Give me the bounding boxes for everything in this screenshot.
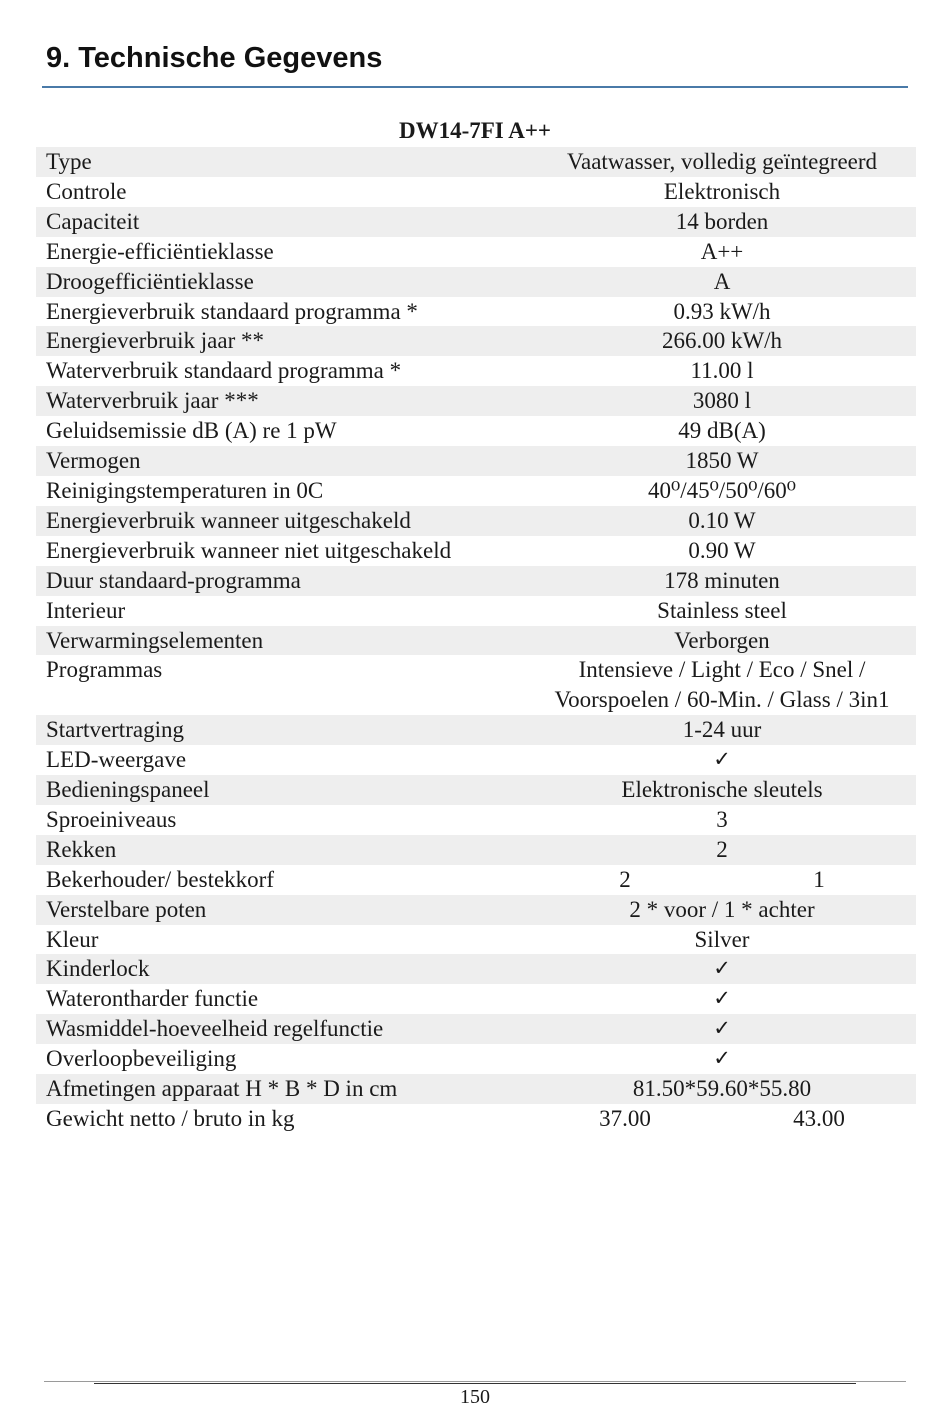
page-number: 150 bbox=[460, 1386, 490, 1408]
spec-row bbox=[36, 715, 916, 745]
spec-value: A++ bbox=[700, 238, 744, 264]
spec-row bbox=[36, 147, 916, 177]
spec-row bbox=[36, 925, 916, 955]
spec-row bbox=[36, 416, 916, 446]
spec-value: 2 bbox=[528, 835, 916, 865]
spec-row bbox=[36, 1074, 916, 1104]
spec-value: Silver bbox=[694, 926, 750, 952]
spec-row bbox=[36, 446, 916, 476]
spec-row bbox=[36, 865, 916, 895]
model-title: DW14-7FI A++ bbox=[398, 118, 552, 143]
spec-label: Energieverbruik wanneer uitgeschakeld bbox=[36, 506, 528, 536]
spec-value: 1850 W bbox=[528, 446, 916, 476]
spec-value: 37.00 bbox=[599, 1106, 651, 1131]
spec-row bbox=[36, 775, 916, 805]
spec-row bbox=[36, 895, 916, 925]
spec-value: Intensieve / Light / Eco / Snel / Voorspoelen / 60-Min. / Glass / 3in1 bbox=[554, 657, 890, 713]
spec-value: 81.50*59.60*55.80 bbox=[528, 1074, 916, 1104]
spec-row bbox=[36, 1044, 916, 1074]
spec-row bbox=[36, 177, 916, 207]
spec-row bbox=[36, 536, 916, 566]
spec-label: Wasmiddel-hoeveelheid regelfunctie bbox=[36, 1014, 528, 1044]
spec-value: 3 bbox=[716, 806, 728, 832]
spec-label: Energie-efficiëntieklasse bbox=[46, 238, 274, 264]
spec-label: Startvertraging bbox=[36, 715, 528, 745]
spec-value-pair bbox=[528, 865, 916, 895]
spec-value-pair-container bbox=[528, 865, 916, 895]
spec-value: 0.90 W bbox=[688, 537, 756, 563]
spec-label: Geluidsemissie dB (A) re 1 pW bbox=[46, 418, 337, 444]
spec-value: Verborgen bbox=[528, 626, 916, 656]
spec-row bbox=[36, 267, 916, 297]
spec-table bbox=[36, 147, 916, 1134]
spec-label: Kinderlock bbox=[36, 954, 528, 984]
spec-value: 1 bbox=[813, 866, 825, 892]
spec-row bbox=[36, 626, 916, 656]
checkmark-icon: ✓ bbox=[713, 986, 731, 1011]
spec-value: 43.00 bbox=[793, 1106, 845, 1131]
spec-value-pair bbox=[528, 1104, 916, 1134]
spec-label: Programmas bbox=[46, 657, 163, 683]
spec-label: Overloopbeveiliging bbox=[46, 1046, 237, 1072]
footer-divider-inner bbox=[94, 1383, 856, 1384]
spec-row bbox=[36, 476, 916, 506]
spec-row bbox=[36, 835, 916, 865]
spec-row bbox=[36, 954, 916, 984]
spec-value: 11.00 l bbox=[690, 358, 754, 384]
spec-row bbox=[36, 1014, 916, 1044]
spec-table-body bbox=[36, 147, 916, 1134]
checkmark-icon: ✓ bbox=[713, 1046, 731, 1071]
footer-divider bbox=[44, 1381, 906, 1382]
spec-label: Bekerhouder/ bestekkorf bbox=[46, 866, 275, 892]
spec-row bbox=[36, 655, 916, 715]
spec-label: Waterverbruik jaar *** bbox=[36, 386, 528, 416]
spec-label: Vermogen bbox=[36, 446, 528, 476]
spec-label: Bedieningspaneel bbox=[36, 775, 528, 805]
spec-row bbox=[36, 237, 916, 267]
spec-label: Droogefficiëntieklasse bbox=[36, 267, 528, 297]
spec-label: Kleur bbox=[46, 926, 99, 952]
heading-divider bbox=[42, 86, 908, 88]
spec-label: Verstelbare poten bbox=[36, 895, 528, 925]
spec-row bbox=[36, 805, 916, 835]
spec-label: Capaciteit bbox=[36, 207, 528, 237]
checkmark-icon: ✓ bbox=[528, 1014, 916, 1044]
spec-label: Waterverbruik standaard programma * bbox=[46, 358, 402, 384]
spec-value: 14 borden bbox=[528, 207, 916, 237]
spec-label: Rekken bbox=[36, 835, 528, 865]
spec-label: Controle bbox=[46, 178, 127, 204]
spec-row bbox=[36, 506, 916, 536]
spec-value: 3080 l bbox=[528, 386, 916, 416]
spec-value: 266.00 kW/h bbox=[528, 326, 916, 356]
spec-value: Stainless steel bbox=[657, 597, 787, 623]
spec-value: Elektronische sleutels bbox=[528, 775, 916, 805]
spec-label: LED-weergave bbox=[46, 747, 187, 773]
spec-row bbox=[36, 207, 916, 237]
spec-label: Gewicht netto / bruto in kg bbox=[46, 1106, 295, 1131]
spec-value-pair-container bbox=[528, 1104, 916, 1134]
section-heading: 9. Technische Gegevens bbox=[46, 42, 383, 74]
spec-value: A bbox=[528, 267, 916, 297]
spec-row bbox=[36, 745, 916, 775]
spec-label: Duur standaard-programma bbox=[36, 566, 528, 596]
spec-value: Elektronisch bbox=[663, 178, 781, 204]
spec-row bbox=[36, 326, 916, 356]
spec-value: 0.93 kW/h bbox=[673, 298, 771, 324]
spec-row bbox=[36, 356, 916, 386]
spec-value: 178 minuten bbox=[528, 566, 916, 596]
spec-value: 2 bbox=[619, 866, 631, 892]
checkmark-icon: ✓ bbox=[713, 747, 731, 772]
spec-label: Sproeiniveaus bbox=[46, 806, 177, 832]
spec-label: Afmetingen apparaat H * B * D in cm bbox=[36, 1074, 528, 1104]
spec-label: Energieverbruik wanneer niet uitgeschakeld bbox=[46, 537, 452, 563]
spec-value: 2 * voor / 1 * achter bbox=[528, 895, 916, 925]
spec-label: Interieur bbox=[46, 597, 126, 623]
spec-value: 49 dB(A) bbox=[678, 418, 766, 444]
spec-row bbox=[36, 984, 916, 1014]
checkmark-icon: ✓ bbox=[528, 954, 916, 984]
spec-value: 1-24 uur bbox=[528, 715, 916, 745]
spec-value: 40⁰/45⁰/50⁰/60⁰ bbox=[647, 477, 797, 503]
spec-label: Waterontharder functie bbox=[46, 986, 259, 1012]
spec-value: Vaatwasser, volledig geïntegreerd bbox=[528, 147, 916, 177]
spec-row bbox=[36, 566, 916, 596]
spec-label: Reinigingstemperaturen in 0C bbox=[46, 477, 324, 503]
spec-label: Verwarmingselementen bbox=[36, 626, 528, 656]
spec-value: 0.10 W bbox=[528, 506, 916, 536]
spec-label: Energieverbruik jaar ** bbox=[36, 326, 528, 356]
spec-row bbox=[36, 596, 916, 626]
spec-label: Type bbox=[36, 147, 528, 177]
spec-row bbox=[36, 386, 916, 416]
spec-row bbox=[36, 1104, 916, 1134]
spec-row bbox=[36, 297, 916, 327]
spec-label: Energieverbruik standaard programma * bbox=[46, 298, 418, 324]
